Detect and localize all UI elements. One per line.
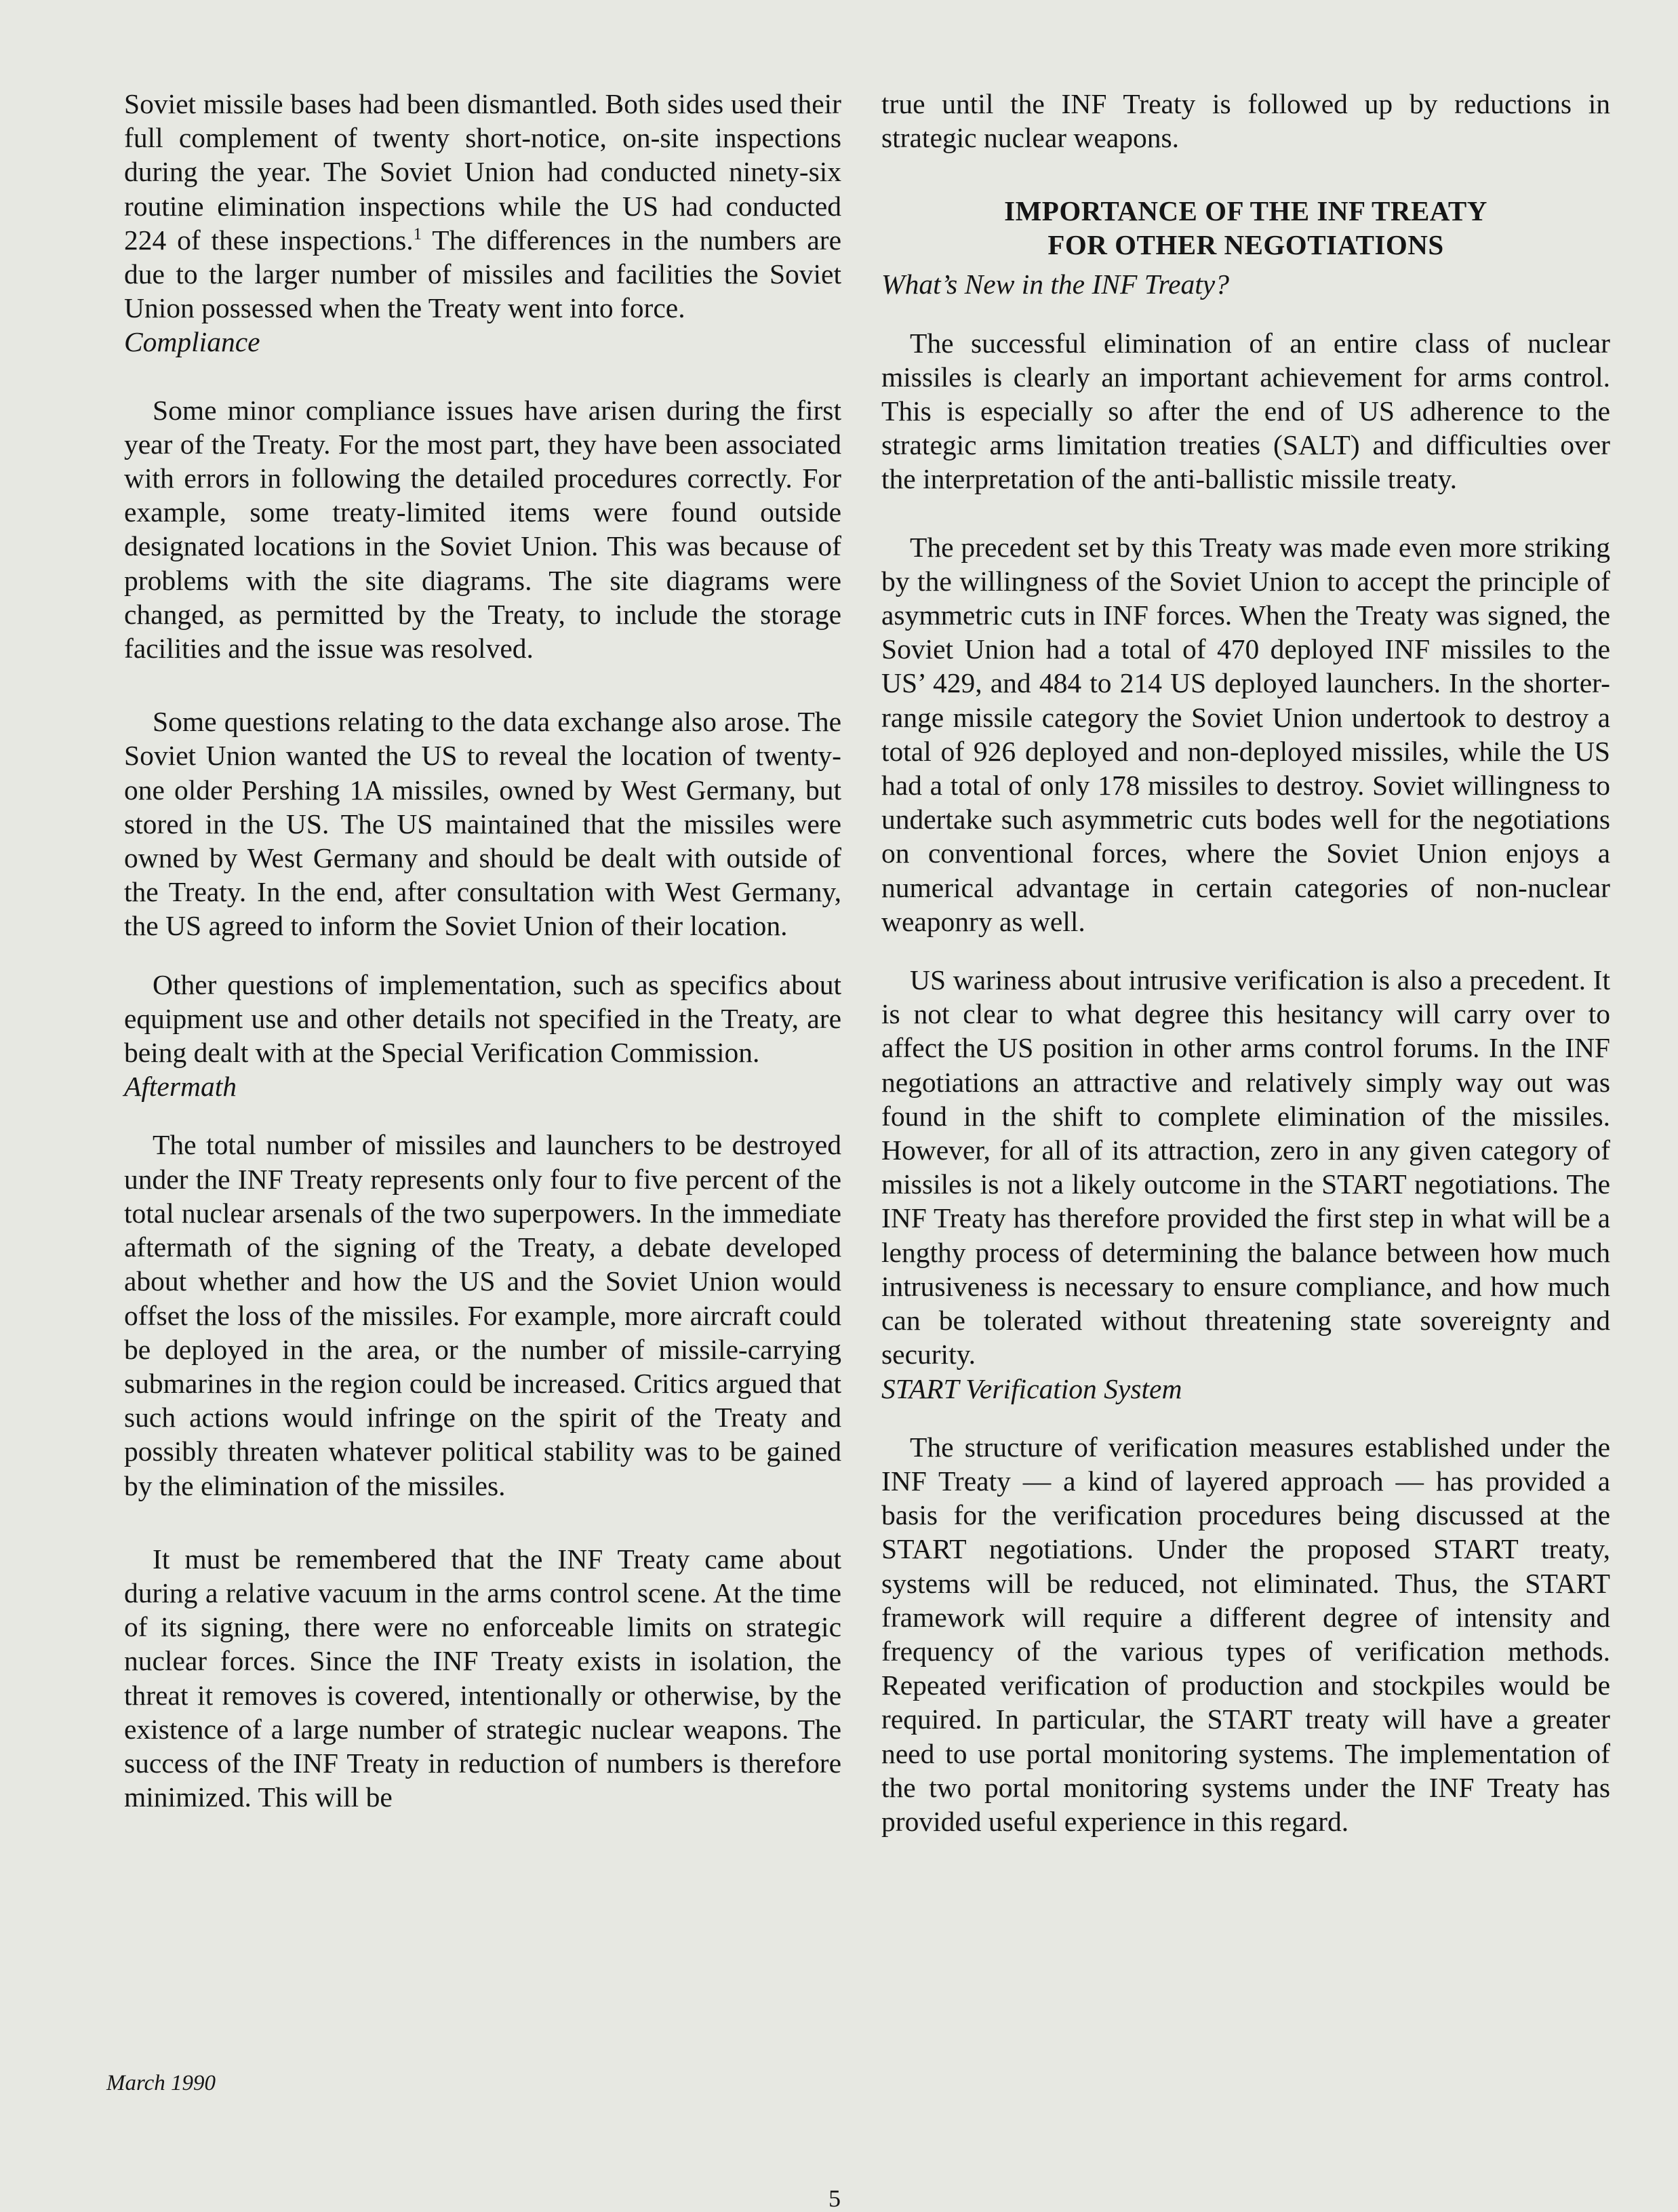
paragraph: The structure of verification measures established under the INF Treaty — a kind of layered approach — has provided a basis for the verification procedures being discussed at the START negotiations. Under the proposed START treaty, systems will be reduced, not eliminated. Thus, the START framework will require a different degree of intensity and frequency of the various types of verification methods. Repeated verification of production and stockpiles would be required. In particular, the START treaty will have a greater need to use portal monitoring systems. The implementation of the two portal monitoring systems under the INF Treaty has provided useful experience in this regard.: [881, 1431, 1610, 1837]
right-column: [881, 87, 1610, 1838]
section-heading-line: IMPORTANCE OF THE INF TREATY: [1004, 195, 1487, 227]
aftermath-heading: Aftermath: [124, 1071, 237, 1103]
paragraph: Some questions relating to the data exchange also arose. The Soviet Union wanted the US to reveal the location of twenty-one older Pershing 1A missiles, owned by West Germany, but stored in the US. The US maintained that the missiles were owned by West Germany and should be dealt with outside of the Treaty. In the end, after consultation with West Germany, the US agreed to inform the Soviet Union of their location.: [124, 706, 841, 942]
footnote-reference: 1: [413, 224, 422, 243]
page-number: 5: [828, 2185, 841, 2212]
paragraph: The total number of missiles and launchers to be destroyed under the INF Treaty represents only four to five percent of the total nuclear arsenals of the two superpowers. In the immediate aftermath of the signing of the Treaty, a debate developed about whether and how the US and the Soviet Union would offset the loss of the missiles. For example, more aircraft could be deployed in the area, or the number of missile-carrying submarines in the region could be increased. Critics argued that such actions would infringe on the spirit of the Treaty and possibly threaten whatever political stability was to be gained by the elimination of the missiles.: [124, 1129, 841, 1501]
paragraph: [124, 87, 841, 325]
left-column: [124, 87, 841, 1814]
paragraph: It must be remembered that the INF Treaty came about during a relative vacuum in the arms control scene. At the time of its signing, there were no enforceable limits on strategic nuclear forces. Since the INF Treaty exists in isolation, the threat it removes is covered, intentionally or otherwise, by the existence of a large number of strategic nuclear weapons. The success of the INF Treaty in reduction of numbers is therefore minimized. This will be: [124, 1543, 841, 1813]
paragraph: US wariness about intrusive verification is also a precedent. It is not clear to what degree this hesitancy will carry over to affect the US position in other arms control forums. In the INF negotiations an attractive and relatively simply way out was found in the shift to complete elimination of the missiles. However, for all of its attraction, zero in any given category of missiles is not a likely outcome in the START negotiations. The INF Treaty has therefore provided the first step in what will be a lengthy process of determining the balance between how much intrusiveness is necessary to ensure compliance, and how much can be tolerated without threatening state sovereignty and security.: [881, 964, 1610, 1370]
section-heading: [881, 194, 1610, 262]
paragraph: The successful elimination of an entire class of nuclear missiles is clearly an important achievement for arms control. This is especially so after the end of US adherence to the strategic arms limitation treaties (SALT) and difficulties over the interpretation of the anti-ballistic missile treaty.: [881, 327, 1610, 495]
footer-date: March 1990: [106, 2071, 216, 2095]
paragraph: Other questions of implementation, such as specifics about equipment use and other details not specified in the Treaty, are being dealt with at the Special Verification Commission.: [124, 968, 841, 1069]
whats-new-heading: What’s New in the INF Treaty?: [881, 269, 1229, 300]
paragraph-text-continued: The differences in the numbers are due to the larger number of missiles and facilities the Soviet Union possessed when the Treaty went into force.: [124, 224, 841, 324]
section-heading-line: FOR OTHER NEGOTIATIONS: [1047, 229, 1444, 261]
start-heading: START Verification System: [881, 1372, 1182, 1404]
compliance-heading: Compliance: [124, 326, 260, 358]
paragraph: The precedent set by this Treaty was made even more striking by the willingness of the Soviet Union to accept the principle of asymmetric cuts in INF forces. When the Treaty was signed, the Soviet Union had a total of 470 deployed INF missiles to the US’ 429, and 484 to 214 US deployed launchers. In the shorter-range missile category the Soviet Union undertook to destroy a total of 926 deployed and non-deployed missiles, while the US had a total of only 178 missiles to destroy. Soviet willingness to undertake such asymmetric cuts bodes well for the negotiations on conventional forces, where the Soviet Union enjoys a numerical advantage in certain categories of non-nuclear weaponry as well.: [881, 531, 1610, 937]
paragraph: Some minor compliance issues have arisen during the first year of the Treaty. For the most part, they have been associated with errors in following the detailed procedures correctly. For example, some treaty-limited items were found outside designated locations in the Soviet Union. This was because of problems with the site diagrams. The site diagrams were changed, as permitted by the Treaty, to include the storage facilities and the issue was resolved.: [124, 394, 841, 665]
paragraph: true until the INF Treaty is followed up by reductions in strategic nuclear weapons.: [881, 88, 1610, 154]
paragraph-text: Soviet missile bases had been dismantled. Both sides used their full complement of twenty short-notice, on-site inspections during the year. The Soviet Union had conducted ninety-six routine elimination inspections while the US had conducted 224 of these inspections.: [124, 88, 841, 256]
